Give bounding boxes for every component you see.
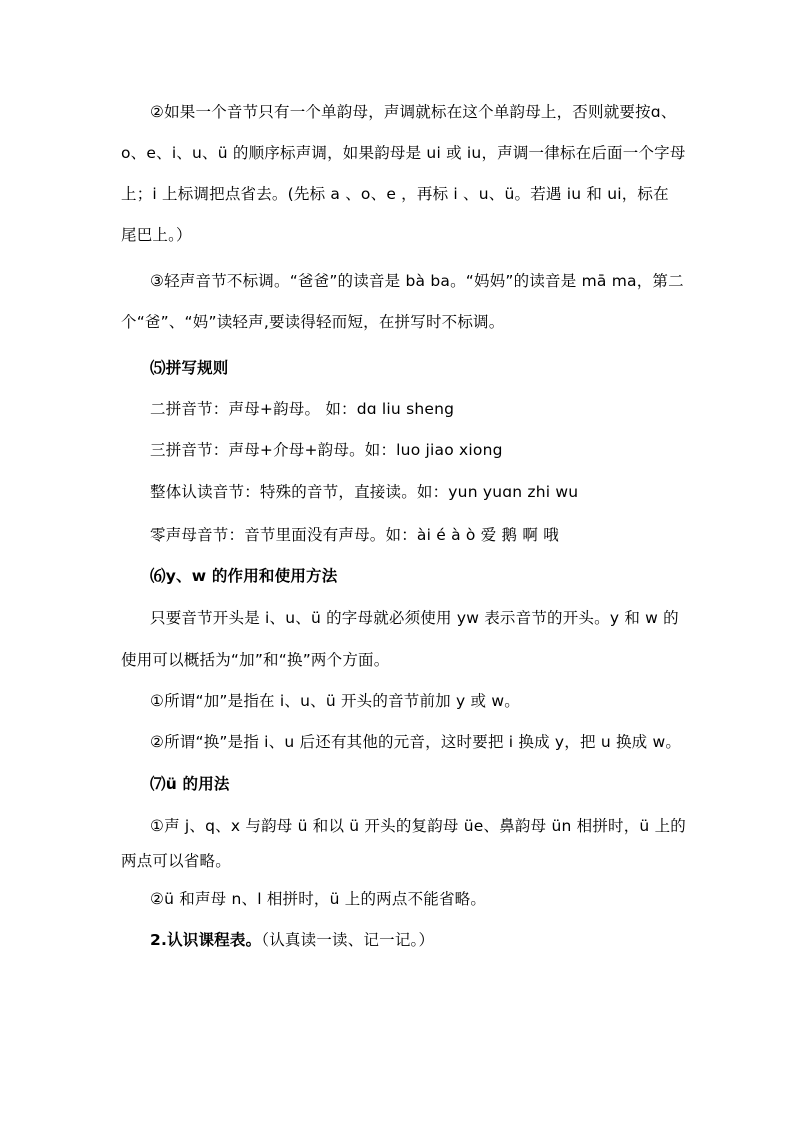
section-heading-yw-usage: ⑹y、w 的作用和使用方法 xyxy=(150,567,338,585)
paragraph-tone-rule-line-4: 尾巴上。） xyxy=(121,226,192,244)
paragraph-tone-rule-line-3: 上；i 上标调把点省去。(先标 a 、o、e ，再标 i 、u、ü。若遇 iu 和 ui，标在 xyxy=(121,185,669,203)
paragraph-u-umlaut-line-2: 两点可以省略。 xyxy=(121,852,231,870)
paragraph-yw-line-1: 只要音节开头是 i、u、ü 的字母就必须使用 yw 表示音节的开头。y 和 w 的 xyxy=(150,609,679,627)
rule-two-part-syllable: 二拼音节：声母+韵母。 如：dɑ liu sheng xyxy=(150,400,455,418)
rule-zero-initial-syllable: 零声母音节：音节里面没有声母。如：ài é à ò 爱 鹅 啊 哦 xyxy=(150,526,559,544)
paragraph-u-umlaut-line-1: ①声 j、q、x 与韵母 ü 和以 ü 开头的复韵母 üe、鼻韵母 ün 相拼时，ü 上的 xyxy=(150,817,686,835)
rule-three-part-syllable: 三拼音节：声母+介母+韵母。如：luo jiao xiong xyxy=(150,441,503,459)
paragraph-neutral-tone-line-1: ③轻声音节不标调。“爸爸”的读音是 bà ba。“妈妈”的读音是 mā ma，第二 xyxy=(150,272,684,290)
rule-whole-syllable: 整体认读音节：特殊的音节，直接读。如：yun yuɑn zhi wu xyxy=(150,483,579,501)
class-schedule-title: 2.认识课程表。 xyxy=(150,931,262,949)
paragraph-yw-line-2: 使用可以概括为“加”和“换”两个方面。 xyxy=(121,651,390,669)
section-heading-spelling-rules: ⑸拼写规则 xyxy=(150,359,229,377)
paragraph-yw-add: ①所谓“加”是指在 i、u、ü 开头的音节前加 y 或 w。 xyxy=(150,692,520,710)
paragraph-u-umlaut-nl: ②ü 和声母 n、l 相拼时，ü 上的两点不能省略。 xyxy=(150,890,487,908)
paragraph-neutral-tone-line-2: 个“爸”、“妈”读轻声,要读得轻而短，在拼写时不标调。 xyxy=(121,313,505,331)
paragraph-tone-rule-line-1: ②如果一个音节只有一个单韵母，声调就标在这个单韵母上，否则就要按ɑ、 xyxy=(150,103,677,121)
paragraph-yw-replace: ②所谓“换”是指 i、u 后还有其他的元音，这时要把 i 换成 y，把 u 换成 w。 xyxy=(150,733,682,751)
paragraph-tone-rule-line-2: o、e、i、u、ü 的顺序标声调，如果韵母是 ui 或 iu，声调一律标在后面一个字母 xyxy=(121,144,686,162)
section-heading-u-umlaut-usage: ⑺ü 的用法 xyxy=(150,775,230,793)
section-heading-class-schedule xyxy=(0,929,794,951)
class-schedule-note: （认真读一读、记一记。） xyxy=(261,931,435,949)
